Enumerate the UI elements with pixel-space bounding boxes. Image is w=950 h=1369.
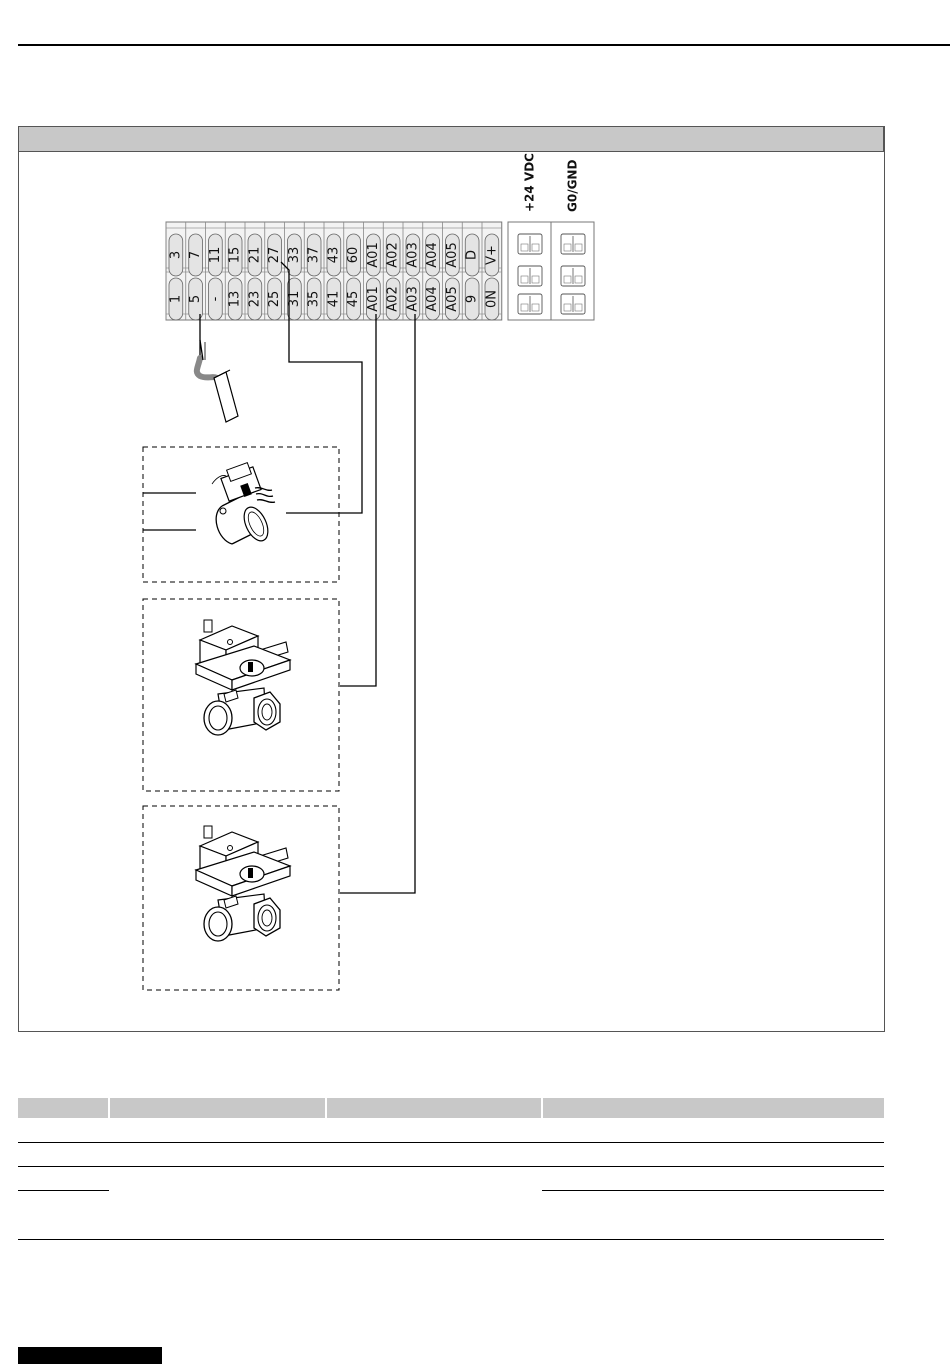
sensor-probe: [197, 340, 238, 422]
terminal-top-label: A04: [425, 242, 441, 268]
terminal-top-label: 7: [188, 250, 204, 260]
terminal-top-label: V+: [484, 245, 500, 265]
terminal-bottom-label: -: [207, 296, 223, 302]
terminal-top-label: 27: [267, 246, 283, 264]
table-header-sep-3: [541, 1098, 543, 1118]
terminal-bottom-label: 13: [227, 290, 243, 308]
terminal-bottom-label: 5: [188, 294, 204, 304]
terminal-top-label: 3: [168, 250, 184, 260]
probe-body: [214, 372, 238, 422]
terminal-top-label: 33: [286, 246, 302, 264]
table-header-sep-2: [325, 1098, 327, 1118]
terminal-top-label: 43: [326, 246, 342, 264]
table-row-rule-2: [18, 1166, 884, 1167]
pipe-sensor: [143, 463, 275, 545]
terminal-bottom-label: A04: [425, 286, 441, 312]
table-row-rule-3a: [18, 1190, 109, 1191]
power-terminal-block: [508, 153, 594, 320]
terminal-bottom-label: 0N: [484, 290, 500, 308]
wires: [200, 262, 415, 893]
terminal-bottom-label: 35: [306, 290, 322, 308]
terminal-bottom-label: A03: [405, 286, 421, 312]
valve-2: [196, 826, 290, 941]
terminal-top-label: A01: [365, 242, 381, 268]
wire-a03-to-valve-2: [340, 314, 415, 893]
footer-bar: [18, 1347, 162, 1364]
terminal-top-label: A02: [385, 242, 401, 268]
terminal-top-label: 37: [306, 246, 322, 264]
terminal-top-label: 11: [207, 246, 223, 264]
table-row-rule-3b: [542, 1190, 884, 1191]
terminal-block: [166, 222, 502, 320]
terminal-bottom-label: 23: [247, 290, 263, 308]
table-row-rule-1: [18, 1142, 884, 1143]
table-row-rule-4: [18, 1239, 884, 1240]
terminal-top-label: A05: [444, 242, 460, 268]
wire-a01-to-valve-1: [340, 314, 376, 686]
table-header-row: [18, 1098, 884, 1118]
terminal-bottom-label: A05: [444, 286, 460, 312]
valve-1: [196, 620, 290, 735]
terminal-top-label: 15: [227, 246, 243, 264]
power-label-24vdc: +24 VDC: [522, 153, 537, 212]
terminal-bottom-label: A02: [385, 286, 401, 312]
terminal-bottom-label: 1: [168, 294, 184, 304]
terminal-top-label: 21: [247, 246, 263, 264]
terminal-bottom-label: 9: [464, 294, 480, 304]
terminal-bottom-label: 25: [267, 290, 283, 308]
terminal-top-label: 60: [346, 246, 362, 264]
terminal-top-label: A03: [405, 242, 421, 268]
terminal-bottom-label: A01: [365, 286, 381, 312]
terminal-bottom-label: 31: [286, 290, 302, 308]
power-label-gnd: G0/GND: [565, 159, 580, 212]
table-header-sep-1: [108, 1098, 110, 1118]
terminal-top-label: D: [464, 249, 480, 261]
terminal-bottom-label: 45: [346, 290, 362, 308]
terminal-bottom-label: 41: [326, 290, 342, 308]
